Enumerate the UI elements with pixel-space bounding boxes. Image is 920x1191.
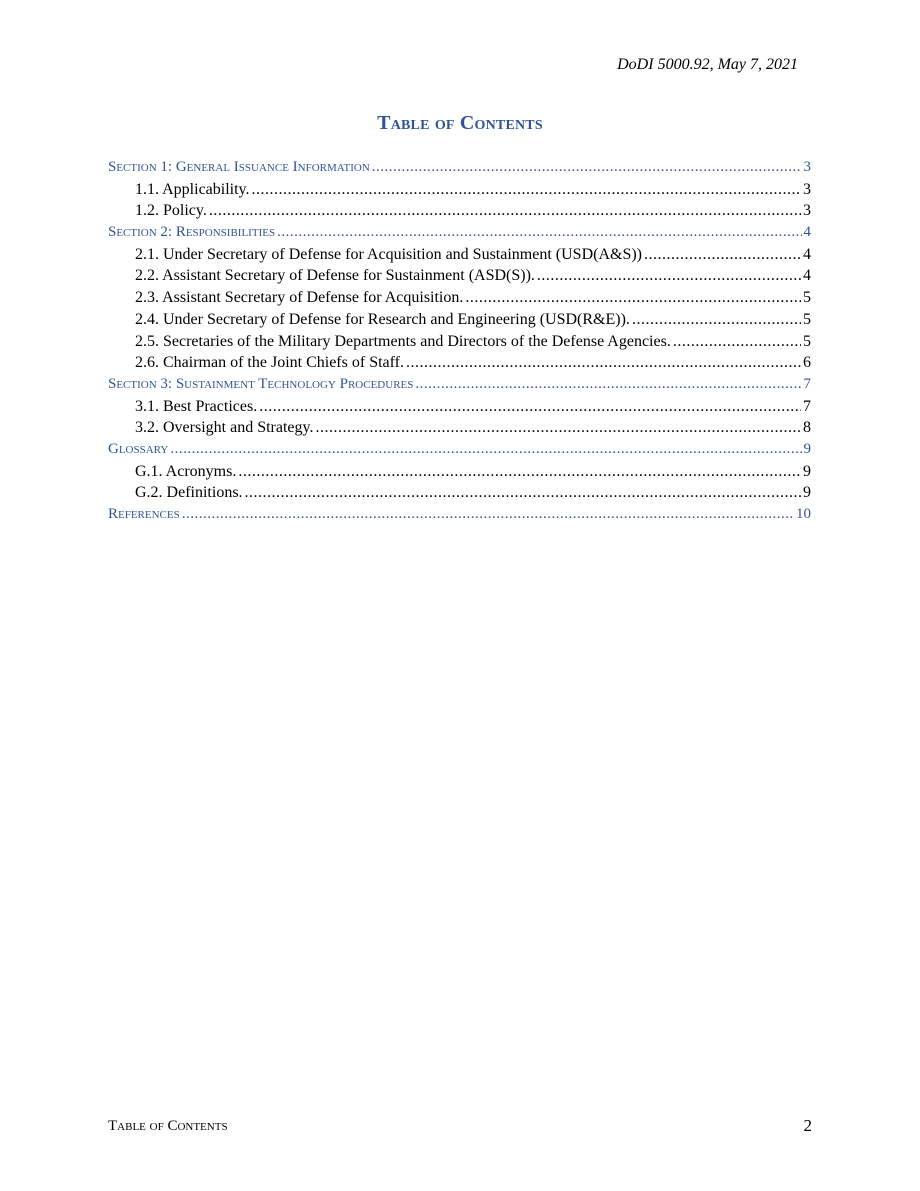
- toc-subsection-link[interactable]: [108, 352, 811, 374]
- toc-entry-label: G.1. Acronyms.: [135, 462, 237, 480]
- toc-dot-leader: [632, 309, 801, 331]
- toc-entry-label: 1.1. Applicability.: [135, 180, 250, 198]
- toc-dot-leader: [415, 374, 801, 396]
- toc-subsection-link[interactable]: [108, 287, 811, 309]
- toc-subsection-link[interactable]: [108, 200, 811, 222]
- toc-dot-leader: [238, 461, 801, 483]
- toc-section-link[interactable]: [108, 504, 811, 526]
- toc-entry-page-number: 4: [803, 245, 811, 263]
- toc-subsection-link[interactable]: [108, 396, 811, 418]
- toc-entry-label: Section 2: Responsibilities: [108, 224, 276, 241]
- toc-entry-page-number: 3: [803, 180, 811, 198]
- toc-section-link[interactable]: [108, 157, 811, 179]
- toc-entry-page-number: 7: [803, 375, 811, 392]
- toc-entry-label: 2.1. Under Secretary of Defense for Acquisition and Sustainment (USD(A&S)): [135, 245, 642, 263]
- toc-section-link[interactable]: [108, 222, 811, 244]
- toc-dot-leader: [537, 265, 801, 287]
- toc-dot-leader: [209, 200, 801, 222]
- toc-entry-label: 2.3. Assistant Secretary of Defense for Acquisition.: [135, 289, 464, 307]
- toc-entry-label: 2.4. Under Secretary of Defense for Research and Engineering (USD(R&E)).: [135, 310, 630, 328]
- toc-entry-label: References: [108, 506, 180, 522]
- toc-subsection-link[interactable]: [108, 309, 811, 331]
- toc-dot-leader: [182, 504, 794, 526]
- toc-entry-page-number: 4: [803, 224, 811, 241]
- toc-dot-leader: [315, 417, 801, 439]
- toc-entry-page-number: 5: [803, 289, 811, 307]
- toc-subsection-link[interactable]: [108, 179, 811, 201]
- toc-entry-page-number: 9: [803, 440, 811, 457]
- toc-subsection-link[interactable]: [108, 331, 811, 353]
- toc-dot-leader: [644, 244, 801, 266]
- toc-entry-label: G.2. Definitions.: [135, 484, 243, 502]
- toc-entry-label: Glossary: [108, 440, 169, 457]
- toc-entry-label: 2.2. Assistant Secretary of Defense for Sustainment (ASD(S)).: [135, 267, 535, 285]
- toc-entry-label: 1.2. Policy.: [135, 202, 207, 220]
- toc-entry-label: Section 1: General Issuance Information: [108, 159, 370, 175]
- footer-section-name: Table of Contents: [108, 1118, 228, 1134]
- toc-dot-leader: [259, 396, 801, 418]
- toc-entry-label: Section 3: Sustainment Technology Procedures: [108, 375, 414, 392]
- toc-entry-page-number: 3: [803, 159, 811, 175]
- toc-dot-leader: [277, 222, 801, 244]
- toc-entry-page-number: 6: [803, 354, 811, 372]
- toc-dot-leader: [406, 352, 801, 374]
- toc-entry-page-number: 5: [803, 332, 811, 350]
- toc-entry-label: 3.2. Oversight and Strategy.: [135, 419, 314, 437]
- toc-entry-label: 3.1. Best Practices.: [135, 397, 258, 415]
- toc-entry-page-number: 10: [796, 506, 811, 522]
- toc-entry-page-number: 9: [803, 462, 811, 480]
- toc-entry-page-number: 9: [803, 484, 811, 502]
- toc-subsection-link[interactable]: [108, 482, 811, 504]
- footer-page-number: 2: [803, 1116, 812, 1135]
- toc-entry-label: 2.5. Secretaries of the Military Departments and Directors of the Defense Agencies.: [135, 332, 671, 350]
- toc-dot-leader: [372, 157, 802, 179]
- toc-section-link[interactable]: [108, 439, 811, 461]
- toc-dot-leader: [252, 179, 801, 201]
- toc-subsection-link[interactable]: [108, 417, 811, 439]
- toc-entry-page-number: 7: [803, 397, 811, 415]
- toc-subsection-link[interactable]: [108, 265, 811, 287]
- toc-subsection-link[interactable]: [108, 244, 811, 266]
- toc-entry-page-number: 8: [803, 419, 811, 437]
- toc-subsection-link[interactable]: [108, 461, 811, 483]
- toc-dot-leader: [673, 331, 801, 353]
- page-header-doc-ref: DoDI 5000.92, May 7, 2021: [617, 56, 798, 73]
- toc-dot-leader: [245, 482, 801, 504]
- toc-entry-page-number: 4: [803, 267, 811, 285]
- toc-title: Table of Contents: [377, 112, 543, 134]
- toc-section-link[interactable]: [108, 374, 811, 396]
- toc-entry-label: 2.6. Chairman of the Joint Chiefs of Staff.: [135, 354, 404, 372]
- toc-entry-page-number: 3: [803, 202, 811, 220]
- toc-dot-leader: [465, 287, 801, 309]
- toc-entry-page-number: 5: [803, 310, 811, 328]
- toc-dot-leader: [170, 439, 801, 461]
- table-of-contents: [108, 157, 811, 526]
